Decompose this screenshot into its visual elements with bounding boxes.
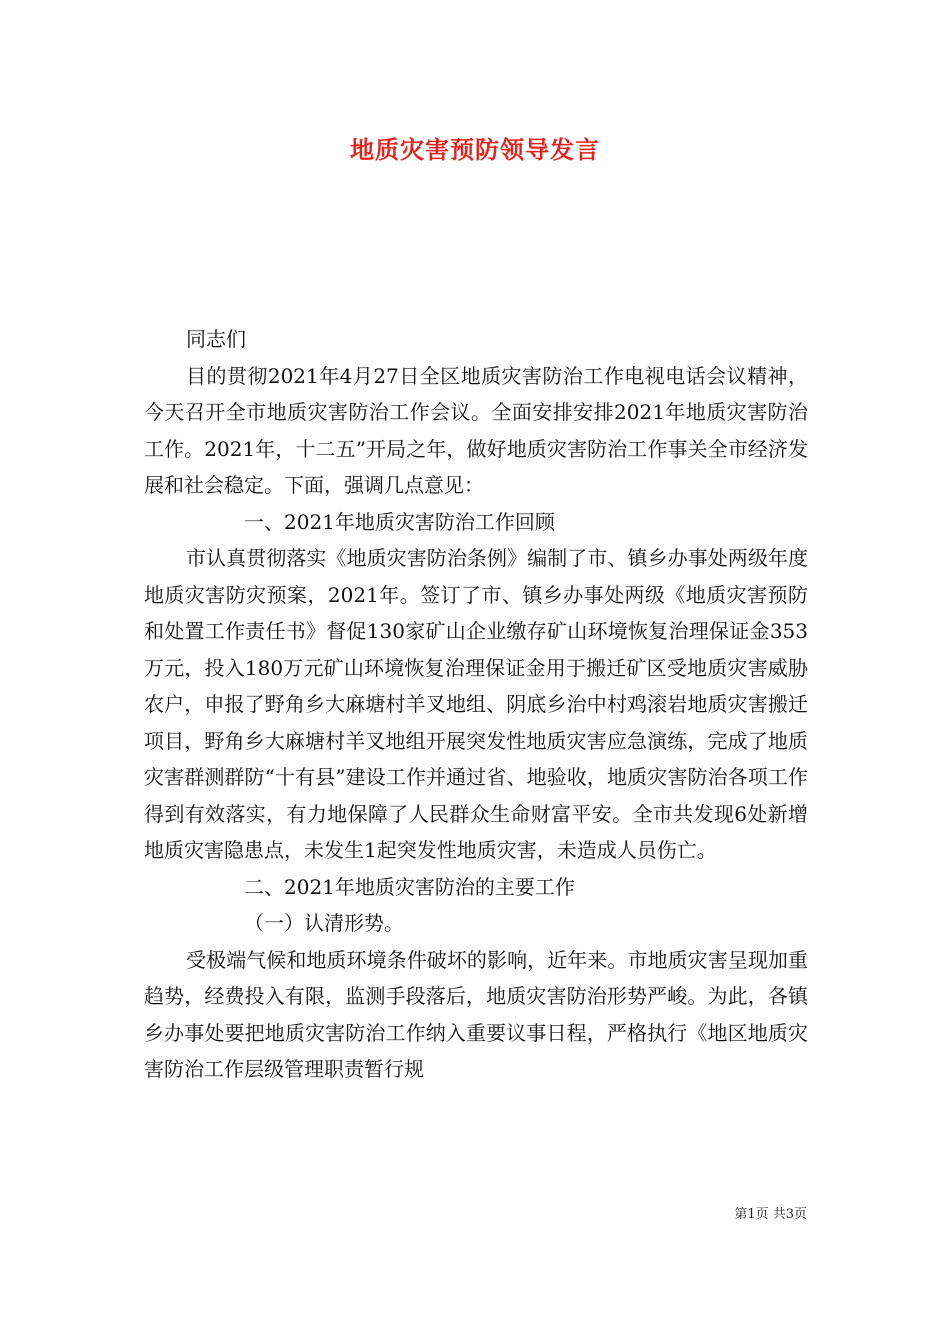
section-heading-2: 二、2021年地质灾害防治的主要工作 <box>244 874 575 899</box>
paragraph-intro: 目的贯彻2021年4月27日全区地质灾害防治工作电视电话会议精神，今天召开全市地质灾害防治工作会议。全面安排安排2021年地质灾害防治工作。2021年，十二五”开局之年，做好地质灾害防治工作事关全市经济发展和社会稳定。下面，强调几点意见： <box>144 363 808 497</box>
salutation: 同志们 <box>186 327 246 351</box>
document-body <box>144 321 808 1088</box>
paragraph-review: 市认真贯彻落实《地质灾害防治条例》编制了市、镇乡办事处两级年度地质灾害防灾预案，2021年。签订了市、镇乡办事处两级《地质灾害预防和处置工作责任书》督促130家矿山企业缴存矿山环境恢复治理保证金353万元，投入180万元矿山环境恢复治理保证金用于搬迁矿区受地质灾害威胁农户，申报了野角乡大麻塘村羊叉地组、阴底乡治中村鸡滚岩地质灾害搬迁项目，野角乡大麻塘村羊叉地组开展突发性地质灾害应急演练，完成了地质灾害群测群防“十有县”建设工作并通过省、地验收，地质灾害防治各项工作得到有效落实，有力地保障了人民群众生命财富平安。全市共发现6处新增地质灾害隐患点，未发生1起突发性地质灾害，未造成人员伤亡。 <box>144 546 808 862</box>
section-heading-1: 一、2021年地质灾害防治工作回顾 <box>244 509 555 534</box>
page-number-footer: 第1页 共3页 <box>734 1207 807 1222</box>
paragraph-situation: 受极端气候和地质环境条件破坏的影响，近年来。市地质灾害呈现加重趋势，经费投入有限，监测手段落后，地质灾害防治形势严峻。为此，各镇乡办事处要把地质灾害防治工作纳入重要议事日程，严格执行《地区地质灾害防治工作层级管理职责暂行规 <box>144 947 808 1081</box>
document-title: 地质灾害预防领导发言 <box>350 135 600 164</box>
subsection-heading-1: （一）认清形势。 <box>244 911 404 935</box>
